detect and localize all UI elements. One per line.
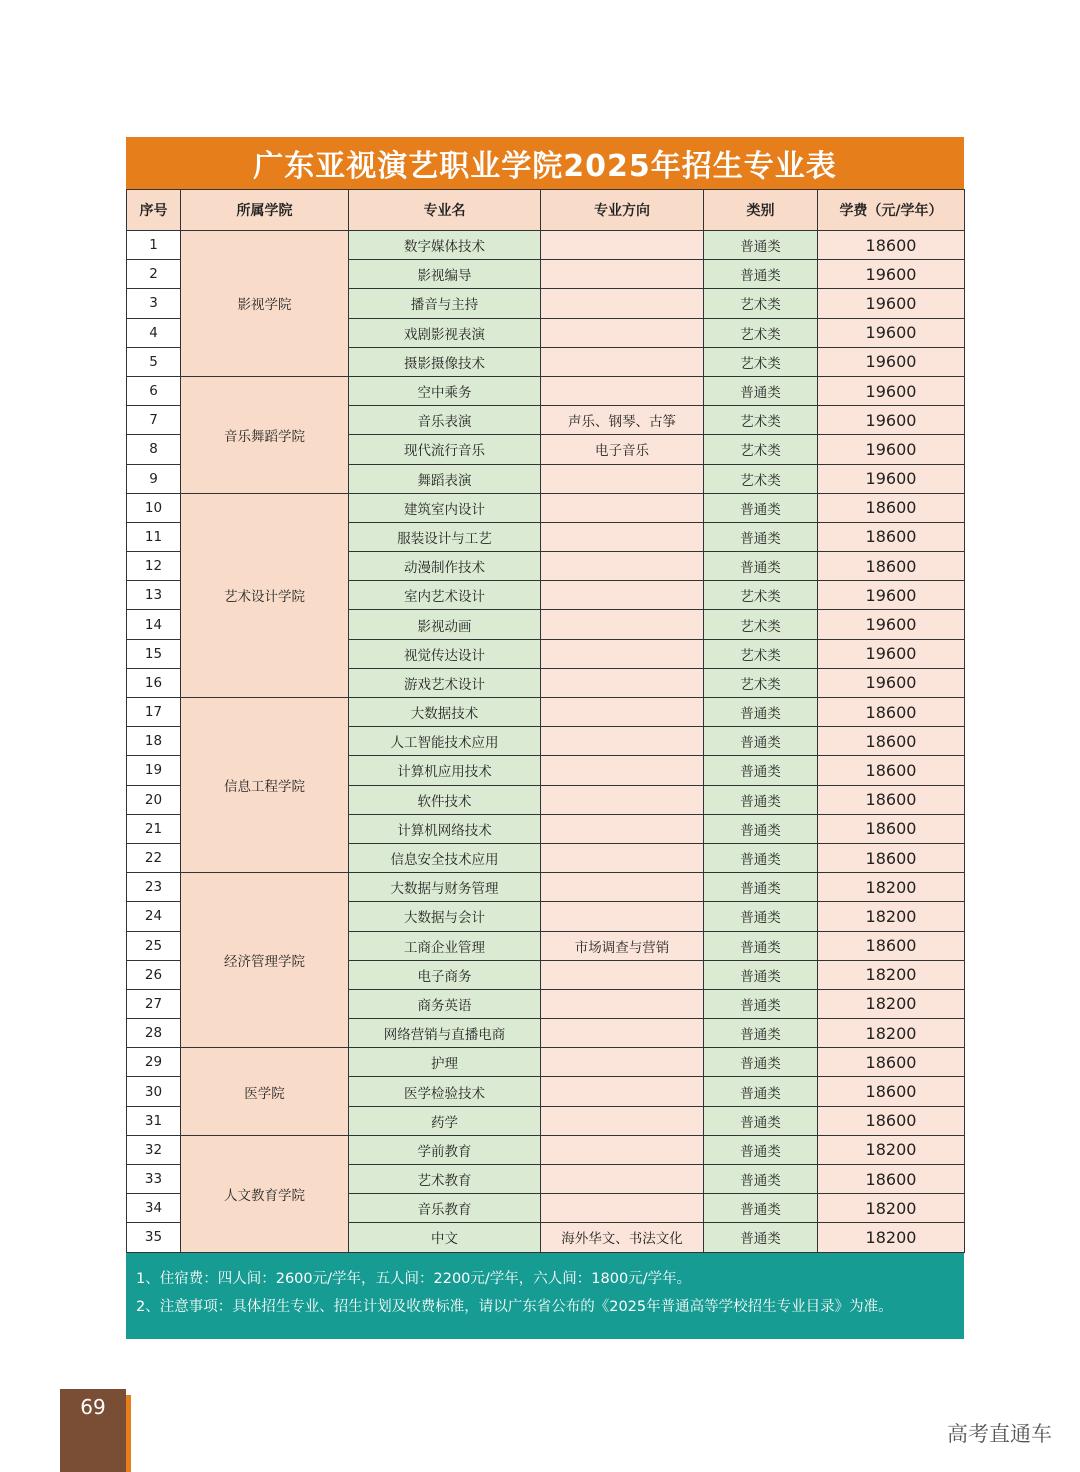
cell-category: 普通类 bbox=[704, 814, 818, 843]
cell-major: 音乐教育 bbox=[349, 1194, 541, 1223]
cell-fee: 19600 bbox=[818, 639, 965, 668]
cell-fee: 18200 bbox=[818, 1194, 965, 1223]
cell-category: 普通类 bbox=[704, 1194, 818, 1223]
header-fee: 学费（元/学年） bbox=[818, 190, 965, 231]
cell-no: 17 bbox=[127, 698, 181, 727]
cell-direction bbox=[541, 610, 704, 639]
cell-major: 游戏艺术设计 bbox=[349, 668, 541, 697]
cell-direction bbox=[541, 581, 704, 610]
cell-fee: 18600 bbox=[818, 727, 965, 756]
cell-major: 药学 bbox=[349, 1106, 541, 1135]
cell-no: 7 bbox=[127, 406, 181, 435]
cell-direction bbox=[541, 639, 704, 668]
cell-direction bbox=[541, 668, 704, 697]
cell-fee: 19600 bbox=[818, 464, 965, 493]
cell-no: 27 bbox=[127, 989, 181, 1018]
cell-no: 20 bbox=[127, 785, 181, 814]
cell-category: 普通类 bbox=[704, 260, 818, 289]
cell-fee: 19600 bbox=[818, 289, 965, 318]
cell-fee: 18600 bbox=[818, 1106, 965, 1135]
cell-category: 艺术类 bbox=[704, 435, 818, 464]
cell-no: 21 bbox=[127, 814, 181, 843]
cell-no: 10 bbox=[127, 493, 181, 522]
cell-no: 30 bbox=[127, 1077, 181, 1106]
cell-no: 32 bbox=[127, 1135, 181, 1164]
cell-category: 普通类 bbox=[704, 493, 818, 522]
cell-major: 戏剧影视表演 bbox=[349, 318, 541, 347]
cell-direction bbox=[541, 814, 704, 843]
cell-fee: 18600 bbox=[818, 698, 965, 727]
cell-major: 大数据与会计 bbox=[349, 902, 541, 931]
cell-direction bbox=[541, 231, 704, 260]
cell-direction bbox=[541, 902, 704, 931]
cell-major: 计算机应用技术 bbox=[349, 756, 541, 785]
cell-no: 16 bbox=[127, 668, 181, 697]
cell-direction bbox=[541, 1194, 704, 1223]
cell-fee: 19600 bbox=[818, 435, 965, 464]
cell-fee: 19600 bbox=[818, 347, 965, 376]
cell-major: 人工智能技术应用 bbox=[349, 727, 541, 756]
cell-category: 普通类 bbox=[704, 785, 818, 814]
table-row bbox=[127, 1048, 965, 1077]
cell-major: 学前教育 bbox=[349, 1135, 541, 1164]
table-body bbox=[127, 231, 965, 1253]
cell-category: 普通类 bbox=[704, 698, 818, 727]
cell-category: 普通类 bbox=[704, 902, 818, 931]
cell-category: 普通类 bbox=[704, 873, 818, 902]
cell-category: 普通类 bbox=[704, 960, 818, 989]
cell-category: 普通类 bbox=[704, 1106, 818, 1135]
cell-no: 23 bbox=[127, 873, 181, 902]
cell-major: 网络营销与直播电商 bbox=[349, 1019, 541, 1048]
header-category: 类别 bbox=[704, 190, 818, 231]
cell-college: 经济管理学院 bbox=[181, 873, 349, 1048]
watermark: 高考直通车 bbox=[947, 1422, 1052, 1446]
cell-direction: 海外华文、书法文化 bbox=[541, 1223, 704, 1252]
cell-no: 26 bbox=[127, 960, 181, 989]
table-row bbox=[127, 376, 965, 405]
cell-category: 普通类 bbox=[704, 376, 818, 405]
table-row bbox=[127, 493, 965, 522]
cell-major: 商务英语 bbox=[349, 989, 541, 1018]
cell-no: 5 bbox=[127, 347, 181, 376]
cell-fee: 19600 bbox=[818, 318, 965, 347]
cell-no: 24 bbox=[127, 902, 181, 931]
cell-direction bbox=[541, 376, 704, 405]
cell-no: 3 bbox=[127, 289, 181, 318]
cell-no: 4 bbox=[127, 318, 181, 347]
cell-direction bbox=[541, 989, 704, 1018]
cell-major: 建筑室内设计 bbox=[349, 493, 541, 522]
cell-category: 普通类 bbox=[704, 1019, 818, 1048]
cell-major: 音乐表演 bbox=[349, 406, 541, 435]
cell-college: 艺术设计学院 bbox=[181, 493, 349, 697]
cell-direction: 电子音乐 bbox=[541, 435, 704, 464]
cell-direction bbox=[541, 1019, 704, 1048]
cell-direction bbox=[541, 260, 704, 289]
cell-category: 艺术类 bbox=[704, 668, 818, 697]
cell-fee: 18200 bbox=[818, 873, 965, 902]
cell-no: 34 bbox=[127, 1194, 181, 1223]
cell-category: 普通类 bbox=[704, 931, 818, 960]
cell-direction bbox=[541, 1135, 704, 1164]
cell-fee: 19600 bbox=[818, 610, 965, 639]
cell-major: 护理 bbox=[349, 1048, 541, 1077]
cell-major: 计算机网络技术 bbox=[349, 814, 541, 843]
cell-major: 播音与主持 bbox=[349, 289, 541, 318]
header-no: 序号 bbox=[127, 190, 181, 231]
cell-major: 现代流行音乐 bbox=[349, 435, 541, 464]
cell-no: 9 bbox=[127, 464, 181, 493]
cell-no: 35 bbox=[127, 1223, 181, 1252]
cell-direction bbox=[541, 727, 704, 756]
cell-fee: 18600 bbox=[818, 814, 965, 843]
cell-category: 普通类 bbox=[704, 522, 818, 551]
cell-category: 艺术类 bbox=[704, 610, 818, 639]
cell-direction: 声乐、钢琴、古筝 bbox=[541, 406, 704, 435]
cell-direction bbox=[541, 1165, 704, 1194]
table-row bbox=[127, 873, 965, 902]
cell-fee: 18600 bbox=[818, 231, 965, 260]
cell-fee: 18200 bbox=[818, 902, 965, 931]
cell-no: 13 bbox=[127, 581, 181, 610]
cell-no: 22 bbox=[127, 843, 181, 872]
cell-fee: 19600 bbox=[818, 668, 965, 697]
cell-direction bbox=[541, 347, 704, 376]
cell-no: 18 bbox=[127, 727, 181, 756]
cell-no: 8 bbox=[127, 435, 181, 464]
cell-fee: 18600 bbox=[818, 522, 965, 551]
cell-fee: 18200 bbox=[818, 989, 965, 1018]
cell-major: 空中乘务 bbox=[349, 376, 541, 405]
table-row bbox=[127, 698, 965, 727]
cell-category: 普通类 bbox=[704, 552, 818, 581]
cell-category: 普通类 bbox=[704, 756, 818, 785]
cell-category: 艺术类 bbox=[704, 581, 818, 610]
cell-major: 电子商务 bbox=[349, 960, 541, 989]
cell-direction bbox=[541, 1106, 704, 1135]
cell-category: 普通类 bbox=[704, 1048, 818, 1077]
cell-fee: 18600 bbox=[818, 756, 965, 785]
page-title: 广东亚视演艺职业学院2025年招生专业表 bbox=[126, 137, 964, 189]
cell-fee: 18200 bbox=[818, 1135, 965, 1164]
cell-category: 普通类 bbox=[704, 231, 818, 260]
cell-no: 29 bbox=[127, 1048, 181, 1077]
table-header-row bbox=[127, 190, 965, 231]
header-direction: 专业方向 bbox=[541, 190, 704, 231]
cell-direction bbox=[541, 493, 704, 522]
cell-fee: 18600 bbox=[818, 785, 965, 814]
cell-major: 大数据与财务管理 bbox=[349, 873, 541, 902]
cell-direction bbox=[541, 785, 704, 814]
cell-college: 医学院 bbox=[181, 1048, 349, 1136]
cell-no: 33 bbox=[127, 1165, 181, 1194]
cell-major: 医学检验技术 bbox=[349, 1077, 541, 1106]
cell-no: 1 bbox=[127, 231, 181, 260]
page-tab-accent bbox=[126, 1395, 131, 1472]
cell-category: 普通类 bbox=[704, 1077, 818, 1106]
cell-no: 12 bbox=[127, 552, 181, 581]
cell-direction bbox=[541, 873, 704, 902]
cell-no: 31 bbox=[127, 1106, 181, 1135]
note-attention: 2、注意事项：具体招生专业、招生计划及收费标准，请以广东省公布的《2025年普通高等学校招生专业目录》为准。 bbox=[136, 1298, 893, 1315]
cell-major: 服装设计与工艺 bbox=[349, 522, 541, 551]
cell-direction bbox=[541, 1077, 704, 1106]
cell-no: 11 bbox=[127, 522, 181, 551]
cell-major: 视觉传达设计 bbox=[349, 639, 541, 668]
cell-college: 音乐舞蹈学院 bbox=[181, 376, 349, 493]
cell-fee: 19600 bbox=[818, 581, 965, 610]
cell-college: 影视学院 bbox=[181, 231, 349, 377]
cell-fee: 18200 bbox=[818, 960, 965, 989]
cell-major: 信息安全技术应用 bbox=[349, 843, 541, 872]
cell-direction bbox=[541, 289, 704, 318]
cell-direction bbox=[541, 522, 704, 551]
enrollment-sheet bbox=[126, 137, 964, 1339]
cell-category: 艺术类 bbox=[704, 406, 818, 435]
cell-category: 普通类 bbox=[704, 843, 818, 872]
cell-direction bbox=[541, 318, 704, 347]
cell-no: 19 bbox=[127, 756, 181, 785]
cell-no: 14 bbox=[127, 610, 181, 639]
cell-college: 信息工程学院 bbox=[181, 698, 349, 873]
cell-category: 普通类 bbox=[704, 989, 818, 1018]
table-row bbox=[127, 1135, 965, 1164]
cell-fee: 19600 bbox=[818, 260, 965, 289]
cell-major: 影视编导 bbox=[349, 260, 541, 289]
cell-major: 工商企业管理 bbox=[349, 931, 541, 960]
page-number: 69 bbox=[60, 1389, 126, 1472]
cell-category: 艺术类 bbox=[704, 639, 818, 668]
cell-major: 软件技术 bbox=[349, 785, 541, 814]
cell-direction bbox=[541, 756, 704, 785]
cell-category: 艺术类 bbox=[704, 289, 818, 318]
header-college: 所属学院 bbox=[181, 190, 349, 231]
cell-category: 普通类 bbox=[704, 1165, 818, 1194]
cell-direction bbox=[541, 552, 704, 581]
cell-no: 25 bbox=[127, 931, 181, 960]
cell-fee: 18600 bbox=[818, 931, 965, 960]
cell-major: 影视动画 bbox=[349, 610, 541, 639]
cell-fee: 18200 bbox=[818, 1223, 965, 1252]
cell-fee: 18600 bbox=[818, 843, 965, 872]
cell-fee: 18600 bbox=[818, 1077, 965, 1106]
cell-direction bbox=[541, 1048, 704, 1077]
cell-fee: 18600 bbox=[818, 1048, 965, 1077]
cell-direction bbox=[541, 960, 704, 989]
cell-category: 普通类 bbox=[704, 1223, 818, 1252]
cell-direction bbox=[541, 698, 704, 727]
majors-table bbox=[126, 189, 965, 1253]
cell-category: 普通类 bbox=[704, 727, 818, 756]
note-accommodation: 1、住宿费：四人间：2600元/学年，五人间：2200元/学年，六人间：1800元/学年。 bbox=[136, 1270, 692, 1287]
header-major: 专业名 bbox=[349, 190, 541, 231]
notes-panel bbox=[126, 1253, 964, 1339]
cell-fee: 18600 bbox=[818, 1165, 965, 1194]
cell-major: 摄影摄像技术 bbox=[349, 347, 541, 376]
cell-fee: 18600 bbox=[818, 552, 965, 581]
cell-no: 15 bbox=[127, 639, 181, 668]
cell-major: 中文 bbox=[349, 1223, 541, 1252]
cell-fee: 18200 bbox=[818, 1019, 965, 1048]
table-row bbox=[127, 231, 965, 260]
cell-direction bbox=[541, 464, 704, 493]
cell-major: 大数据技术 bbox=[349, 698, 541, 727]
cell-fee: 19600 bbox=[818, 376, 965, 405]
cell-category: 艺术类 bbox=[704, 464, 818, 493]
cell-major: 动漫制作技术 bbox=[349, 552, 541, 581]
cell-no: 28 bbox=[127, 1019, 181, 1048]
cell-college: 人文教育学院 bbox=[181, 1135, 349, 1252]
cell-category: 普通类 bbox=[704, 1135, 818, 1164]
cell-fee: 18600 bbox=[818, 493, 965, 522]
cell-major: 室内艺术设计 bbox=[349, 581, 541, 610]
cell-direction: 市场调查与营销 bbox=[541, 931, 704, 960]
cell-category: 艺术类 bbox=[704, 347, 818, 376]
cell-fee: 19600 bbox=[818, 406, 965, 435]
cell-major: 艺术教育 bbox=[349, 1165, 541, 1194]
cell-no: 2 bbox=[127, 260, 181, 289]
cell-major: 舞蹈表演 bbox=[349, 464, 541, 493]
cell-major: 数字媒体技术 bbox=[349, 231, 541, 260]
cell-category: 艺术类 bbox=[704, 318, 818, 347]
cell-direction bbox=[541, 843, 704, 872]
cell-no: 6 bbox=[127, 376, 181, 405]
